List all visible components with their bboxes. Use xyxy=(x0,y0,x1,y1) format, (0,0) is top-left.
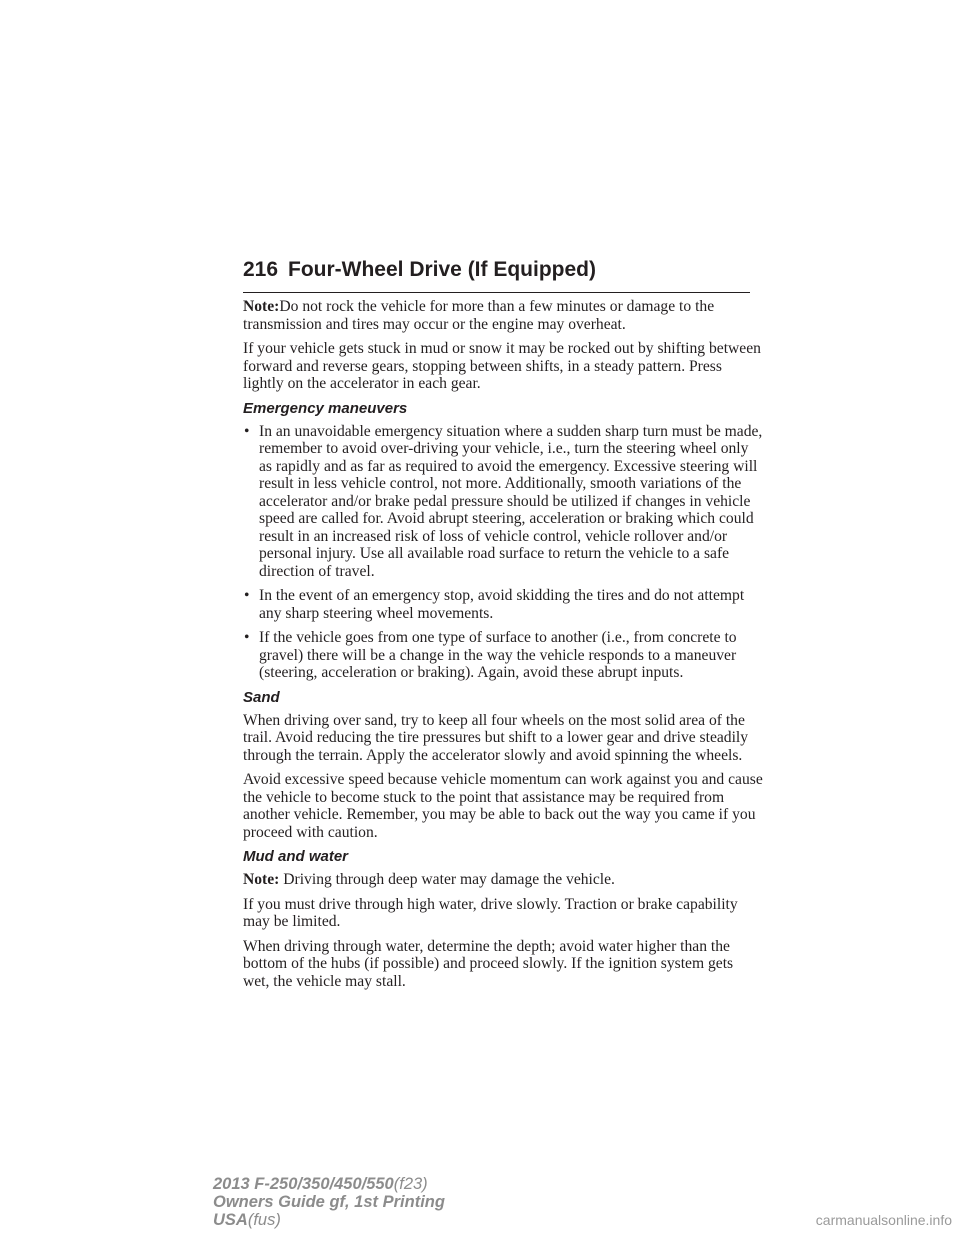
note-label: Note: xyxy=(243,298,280,315)
footer-model: 2013 F-250/350/450/550 xyxy=(213,1175,394,1193)
bullet-text: If the vehicle goes from one type of surface to another (i.e., from concrete to gravel) there will be a change in the way the vehicle responds to a maneuver (steering, acceleration or braking). Again, avoid these abrupt inputs. xyxy=(259,629,737,681)
paragraph-sand-2: Avoid excessive speed because vehicle momentum can work against you and cause the vehicle to become stuck to the point that assistance may be required from another vehicle. Remember, you may be able to back out the way you came if you proceed with caution. xyxy=(243,771,763,841)
note-label: Note: xyxy=(243,871,280,888)
note-text: Driving through deep water may damage the vehicle. xyxy=(279,871,615,888)
footer-line-3 xyxy=(213,1211,445,1229)
emergency-bullet-list xyxy=(243,423,763,682)
bullet-item xyxy=(243,629,763,682)
page-body xyxy=(243,298,763,997)
paragraph-water-2: When driving through water, determine the depth; avoid water higher than the bottom of the hubs (if possible) and proceed slowly. If the ignition system gets wet, the vehicle may stall. xyxy=(243,937,734,990)
footer-market: USA xyxy=(213,1211,248,1229)
bullet-icon: • xyxy=(244,587,250,604)
bullet-icon: • xyxy=(244,629,250,646)
footer-line-1 xyxy=(213,1175,445,1193)
section-title: Four-Wheel Drive (If Equipped) xyxy=(288,258,596,281)
paragraph-sand-1: When driving over sand, try to keep all four wheels on the most solid area of the trail. Avoid reducing the tire pressures but shift to a lower gear and drive steadily through the terrain. Apply the accelerator slowly and avoid spinning the wheels. xyxy=(243,711,749,764)
heading-mud-and-water: Mud and water xyxy=(243,848,349,865)
note-deep-water xyxy=(243,871,763,889)
bullet-icon: • xyxy=(244,422,250,440)
paragraph-water-1: If you must drive through high water, drive slowly. Traction or brake capability may be limited. xyxy=(243,895,738,930)
footer-market-code: (fus) xyxy=(247,1211,281,1229)
footer-line-2: Owners Guide gf, 1st Printing xyxy=(213,1193,445,1211)
heading-emergency-maneuvers: Emergency maneuvers xyxy=(243,399,408,417)
page-header xyxy=(243,258,750,293)
page-number: 216 xyxy=(243,258,279,281)
bullet-text: In an unavoidable emergency situation where a sudden sharp turn must be made, remember to avoid over-driving your vehicle, i.e., turn the steering wheel only as rapidly and as far as required to avoid the emergency. Excessive steering will result in less vehicle control, not more. Additionally, smooth variations of the accelerator and/or brake pedal pressure should be utilized if changes in vehicle speed are called for. Avoid abrupt steering, acceleration or braking which could result in an increased risk of loss of vehicle control, vehicle rollover and/or personal injury. Use all available road surface to return the vehicle to a safe direction of travel. xyxy=(259,422,763,580)
heading-sand: Sand xyxy=(243,688,280,706)
note-rocking xyxy=(243,298,763,333)
bullet-item xyxy=(243,587,763,622)
paragraph-stuck: If your vehicle gets stuck in mud or snow it may be rocked out by shifting between forward and reverse gears, stopping between shifts, in a steady pattern. Press lightly on the accelerator in each gear. xyxy=(243,340,761,392)
bullet-item xyxy=(243,423,763,581)
watermark: carmanualsonline.info xyxy=(815,1212,952,1228)
bullet-text: In the event of an emergency stop, avoid skidding the tires and do not attempt any sharp steering wheel movements. xyxy=(259,587,745,622)
footer-model-code: (f23) xyxy=(393,1175,428,1193)
note-text: Do not rock the vehicle for more than a few minutes or damage to the transmission and tires may occur or the engine may overheat. xyxy=(243,298,715,333)
document-footer xyxy=(213,1175,445,1229)
